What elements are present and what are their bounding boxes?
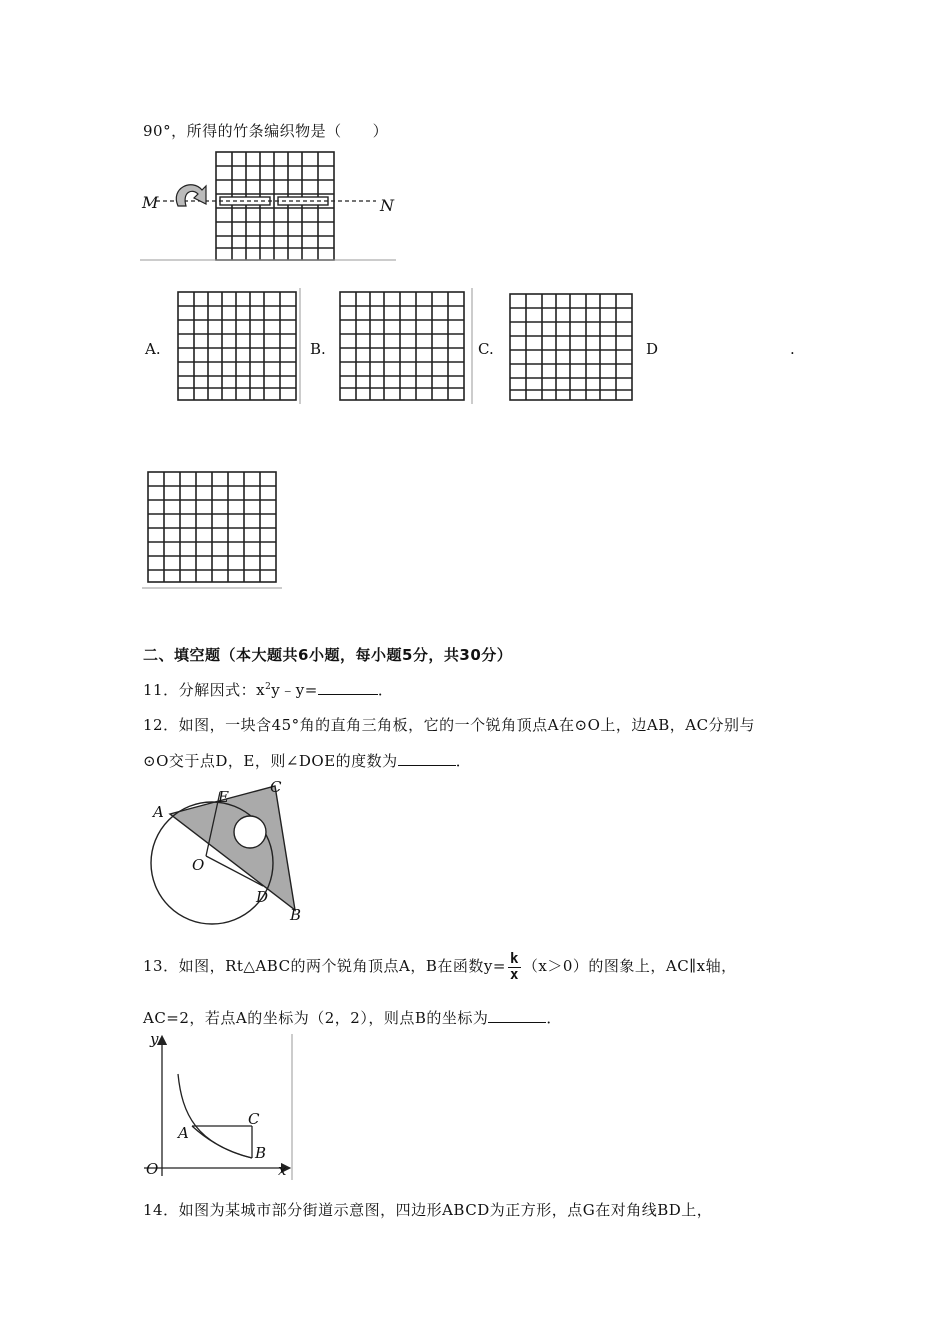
q11-answer-blank[interactable] xyxy=(318,694,378,695)
q13-label-x: x xyxy=(278,1161,287,1179)
q13-label-b: B xyxy=(255,1144,267,1162)
section-2-heading: 二、填空题（本大题共6小题，每小题5分，共30分） xyxy=(143,646,513,664)
q12-label-o: O xyxy=(192,856,205,874)
q12-line2: ⊙O交于点D，E，则∠DOE的度数为 xyxy=(143,752,398,770)
q11-sup: 2 xyxy=(265,682,272,692)
q13-frac-den: x xyxy=(509,966,519,983)
q14-line1: 14．如图为某城市部分街道示意图，四边形ABCD为正方形，点G在对角线BD上， xyxy=(143,1201,713,1219)
q12-line1: 12．如图，一块含45°角的直角三角板，它的一个锐角顶点A在⊙O上，边AB，AC分别与 xyxy=(143,716,756,734)
q10-stem-tail: 90°，所得的竹条编织物是（ ） xyxy=(143,122,389,140)
q13-graph-figure xyxy=(140,1034,300,1184)
q12-label-b: B xyxy=(290,906,302,924)
q13-line1 xyxy=(143,948,737,984)
q13-label-y: y xyxy=(150,1030,159,1048)
weave-option-a xyxy=(172,288,302,406)
weave-option-b xyxy=(334,288,474,406)
q11-prefix: 11．分解因式：x xyxy=(143,681,266,699)
q12-circle-triangle-figure xyxy=(140,776,320,926)
q12-label-d: D xyxy=(256,888,269,906)
label-n: N xyxy=(380,196,394,215)
q11-text xyxy=(143,679,393,700)
option-a-label: A. xyxy=(145,340,161,358)
q12-label-e: E xyxy=(218,788,229,806)
q13-fraction xyxy=(508,952,521,983)
q12-answer-blank[interactable] xyxy=(398,765,456,766)
weave-main-figure xyxy=(140,148,400,264)
option-d-label: D xyxy=(646,340,659,358)
q11-rest: y﹣y= xyxy=(271,681,318,699)
weave-option-d xyxy=(140,468,286,592)
q13-label-c: C xyxy=(248,1110,260,1128)
option-c-label: C. xyxy=(478,340,494,358)
label-m: M xyxy=(142,193,159,212)
option-b-label: B. xyxy=(310,340,326,358)
q13-line2-wrap xyxy=(143,1007,562,1028)
option-trail-dot: . xyxy=(790,340,795,358)
q12-line2-wrap xyxy=(143,750,471,771)
q13-line1-pre: 13．如图，Rt△ABC的两个锐角顶点A，B在函数y= xyxy=(143,957,506,975)
q13-line2: AC=2，若点A的坐标为（2，2），则点B的坐标为 xyxy=(143,1009,489,1027)
q13-line1-post: （x＞0）的图象上，AC∥x轴， xyxy=(522,957,737,975)
weave-option-c xyxy=(504,290,638,406)
q13-end: ． xyxy=(546,1009,562,1027)
q13-frac-num: k xyxy=(509,950,519,967)
q13-label-a: A xyxy=(178,1124,189,1142)
q12-label-c: C xyxy=(270,778,282,796)
q13-answer-blank[interactable] xyxy=(488,1022,546,1023)
q12-end: ． xyxy=(455,752,472,770)
q11-end: ． xyxy=(377,681,394,699)
q12-label-a: A xyxy=(153,803,164,821)
q13-label-o: O xyxy=(146,1160,159,1178)
